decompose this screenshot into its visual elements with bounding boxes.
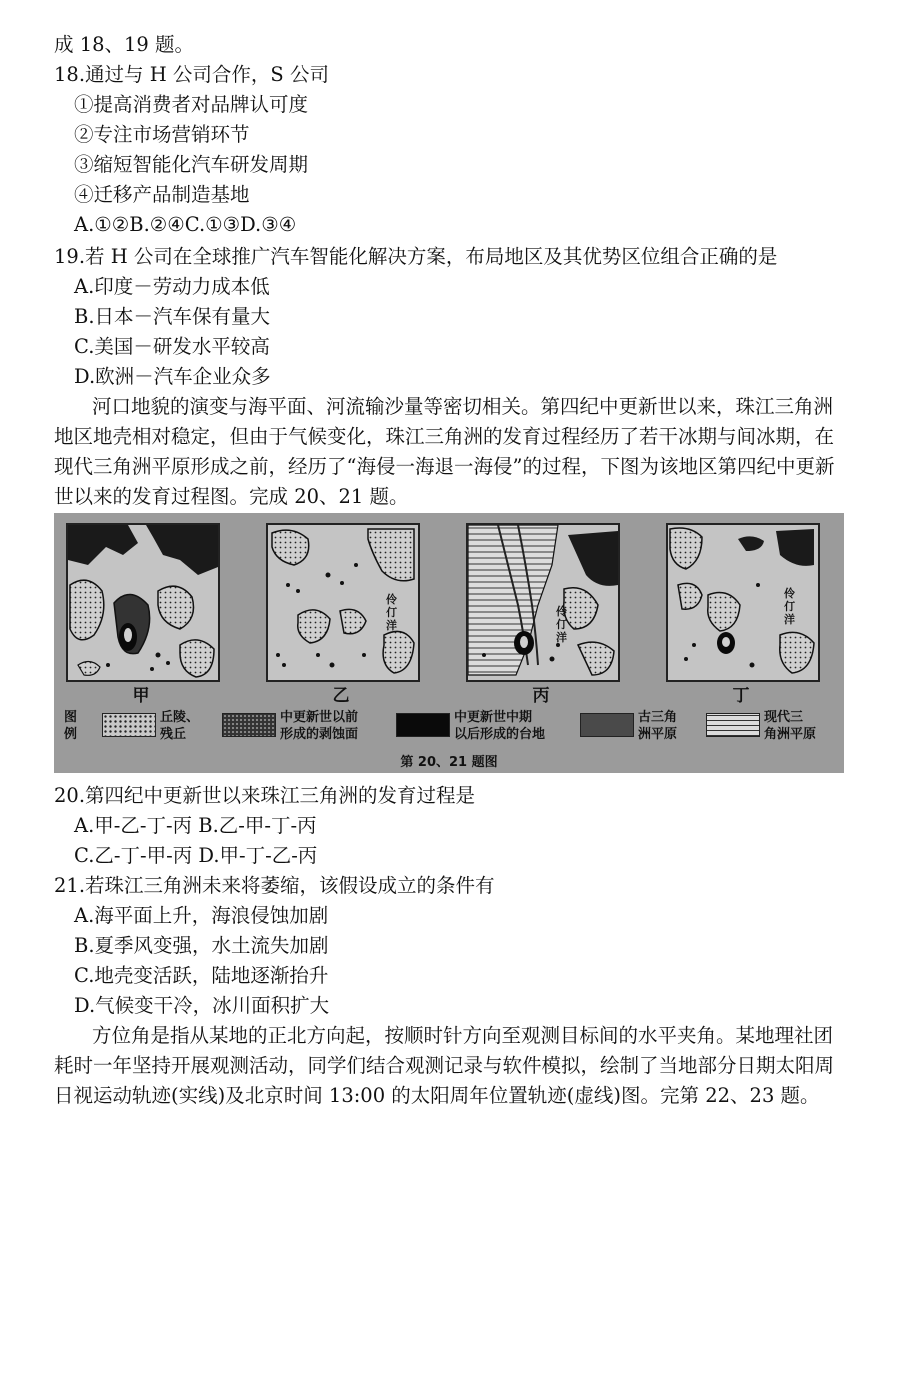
map-label-lingdingyang: 伶仃洋 [784,587,795,626]
legend-terrace-line2: 以后形成的台地 [454,727,546,742]
question-21-option-b: B.夏季风变强，水土流失加剧 [74,934,329,957]
legend-modern-line1: 现代三 [764,710,804,725]
question-18-stem: 18.通过与 H 公司合作，S 公司 [54,63,329,86]
question-18-item-1: ①提高消费者对品牌认可度 [74,93,309,116]
legend-swatch-erosion-surface [222,713,276,737]
question-21-option-a: A.海平面上升，海浪侵蚀加剧 [74,904,329,927]
question-20-options-cd: C.乙-丁-甲-丙 D.甲-丁-乙-丙 [74,844,318,867]
question-19-option-b: B.日本－汽车保有量大 [74,305,271,328]
legend-erosion-line1: 中更新世以前 [280,710,359,725]
panel-label-jia: 甲 [132,686,150,706]
question-19-option-d: D.欧洲－汽车企业众多 [74,365,271,388]
figure-caption: 第 20、21 题图 [400,755,498,770]
legend-swatch-modern-delta [706,713,760,737]
legend-hills-line2: 残丘 [160,727,187,742]
passage-3-line-3: 日视运动轨迹(实线)及北京时间 13:00 的太阳周年位置轨迹(虚线)图。完第 22、23 题。 [54,1084,820,1107]
legend-title-bottom: 例 [64,727,78,742]
legend-ancient-line2: 洲平原 [638,727,678,742]
map-panel-ding [666,523,820,682]
legend-modern-line2: 角洲平原 [764,727,817,742]
passage-3-line-2: 耗时一年坚持开展观测活动，同学们结合观测记录与软件模拟，绘制了当地部分日期太阳周 [54,1054,835,1077]
question-18-choices: A.①②B.②④C.①③D.③④ [74,213,297,236]
map-panel-jia [66,523,220,682]
passage-2-line-1: 河口地貌的演变与海平面、河流输沙量等密切相关。第四纪中更新世以来，珠江三角洲 [92,395,834,418]
question-19-option-a: A.印度－劳动力成本低 [74,275,270,298]
legend-terrace-line1: 中更新世中期 [454,710,533,725]
question-21-option-d: D.气候变干冷，冰川面积扩大 [74,994,330,1017]
question-20-stem: 20.第四纪中更新世以来珠江三角洲的发育过程是 [54,784,476,807]
text-line-intro: 成 18、19 题。 [54,33,195,56]
question-18-item-4: ④迁移产品制造基地 [74,183,250,206]
question-19-stem: 19.若 H 公司在全球推广汽车智能化解决方案，布局地区及其优势区位组合正确的是 [54,245,778,268]
map-panel-bing [466,523,620,682]
question-20-options-ab: A.甲-乙-丁-丙 B.乙-甲-丁-丙 [74,814,317,837]
question-18-item-3: ③缩短智能化汽车研发周期 [74,153,309,176]
legend-title-top: 图 [64,710,78,725]
map-label-lingdingyang: 伶仃洋 [556,605,567,644]
passage-2-line-4: 世以来的发育过程图。完成 20、21 题。 [54,485,409,508]
legend-ancient-line1: 古三角 [638,710,678,725]
passage-2-line-2: 地区地壳相对稳定，但由于气候变化，珠江三角洲的发育过程经历了若干冰期与间冰期，在 [54,425,835,448]
delta-evolution-figure [54,513,844,773]
question-21-stem: 21.若珠江三角洲未来将萎缩，该假设成立的条件有 [54,874,495,897]
panel-label-yi: 乙 [332,686,350,706]
legend-hills-line1: 丘陵、 [160,710,200,725]
map-panel-yi [266,523,420,682]
legend-swatch-terrace [396,713,450,737]
question-21-option-c: C.地壳变活跃，陆地逐渐抬升 [74,964,329,987]
panel-label-ding: 丁 [732,686,750,706]
passage-3-line-1: 方位角是指从某地的正北方向起，按顺时针方向至观测目标间的水平夹角。某地理社团 [92,1024,834,1047]
legend-swatch-ancient-delta [580,713,634,737]
legend-erosion-line2: 形成的剥蚀面 [280,727,359,742]
passage-2-line-3: 现代三角洲平原形成之前，经历了“海侵一海退一海侵”的过程，下图为该地区第四纪中更新 [54,455,835,478]
question-18-item-2: ②专注市场营销环节 [74,123,250,146]
question-19-option-c: C.美国－研发水平较高 [74,335,270,358]
panel-label-bing: 丙 [532,686,550,706]
map-label-lingdingyang: 伶仃洋 [386,593,397,632]
legend-swatch-hills [102,713,156,737]
